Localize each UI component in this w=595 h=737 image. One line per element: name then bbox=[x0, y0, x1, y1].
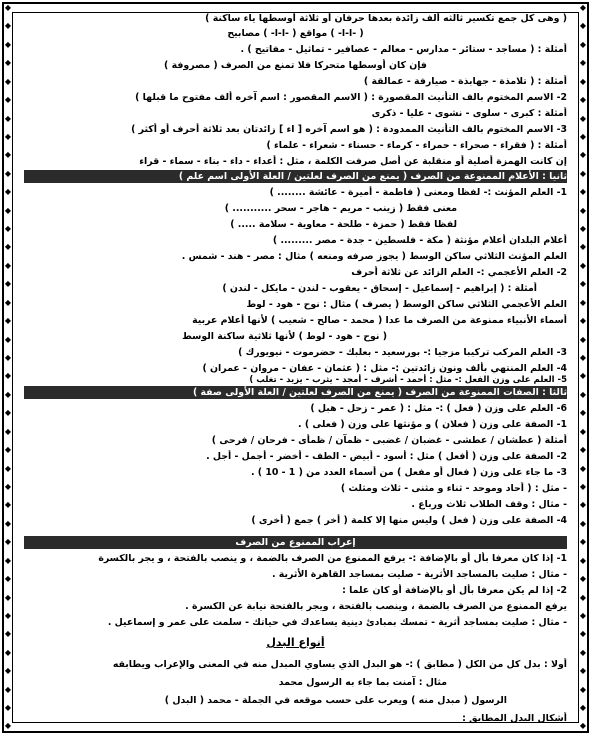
border-diamond-icon: ◆ bbox=[579, 205, 587, 215]
border-diamond-icon: ◆ bbox=[579, 408, 587, 418]
border-diamond-icon: ◆ bbox=[579, 647, 587, 657]
border-diamond-icon: ◆ bbox=[4, 76, 12, 86]
border-diamond-icon: ◆ bbox=[4, 463, 12, 473]
border-diamond-icon: ◆ bbox=[4, 389, 12, 399]
line-10: إن كانت الهمزة أصلية أو منقلبة عن أصل صرفت الكلمة ، مثل : أعداء - داء - بناء - سماء - قراء bbox=[139, 156, 567, 167]
border-diamond-icon: ◆ bbox=[579, 518, 587, 528]
line-12: 1- العلم المؤنث :- لفظا ومعنى ( فاطمة - أميرة - عائشة ........ ) bbox=[269, 187, 567, 198]
border-diamond-icon: ◆ bbox=[4, 187, 12, 197]
border-diamond-icon: ◆ bbox=[579, 260, 587, 270]
border-diamond-icon: ◆ bbox=[579, 113, 587, 123]
section-heading-sifat: ثالثا : الصفات الممنوعة من الصرف ( يمنع من الصرف لعلتين / العلة الأولى صفة ) bbox=[192, 387, 567, 398]
line-38: يرفع الممنوع من الصرف بالضمة ، وينصب بالفتحة ، ويجر بالفتحة نيابة عن الكسرة . bbox=[185, 601, 567, 612]
border-diamond-icon: ◆ bbox=[4, 371, 12, 381]
border-diamond-icon: ◆ bbox=[4, 684, 12, 694]
line-33: 4- الصفة على وزن ( فعل ) وليس منها إلا كلمة ( أخر ) جمع ( أخرى ) bbox=[251, 515, 567, 526]
border-diamond-icon: ◆ bbox=[4, 518, 12, 528]
right-ornament-strip bbox=[579, 4, 587, 731]
line-35: 1- إذا كان معرفا بأل أو بالإضافة :- يرفع الممنوع من الصرف بالضمة ، و ينصب بالفتحة ، و يجر بالكسرة bbox=[98, 553, 567, 564]
border-diamond-icon: ◆ bbox=[579, 316, 587, 326]
line-6: 2- الاسم المختوم بالف التأنيث المقصورة : ( الاسم المقصور : اسم آخره ألف مفتوح ما قبلها ) bbox=[135, 92, 567, 103]
border-diamond-icon: ◆ bbox=[579, 537, 587, 547]
line-19: العلم الأعجمي الثلاثي ساكن الوسط ( يصرف ) مثال : نوح - هود - لوط bbox=[246, 299, 567, 310]
border-diamond-icon: ◆ bbox=[579, 500, 587, 510]
border-diamond-icon: ◆ bbox=[4, 610, 12, 620]
border-diamond-icon: ◆ bbox=[4, 58, 12, 68]
left-ornament-strip bbox=[4, 4, 12, 731]
line-21: ( نوح - هود - لوط ) لأنها ثلاثية ساكنة الوسط bbox=[182, 331, 387, 342]
border-diamond-icon: ◆ bbox=[579, 629, 587, 639]
border-diamond-icon: ◆ bbox=[4, 150, 12, 160]
border-diamond-icon: ◆ bbox=[579, 592, 587, 602]
border-diamond-icon: ◆ bbox=[4, 279, 12, 289]
border-diamond-icon: ◆ bbox=[4, 408, 12, 418]
line-36: - مثال : صليت بالمساجد الأثرية - صليت بمساجد القاهرة الأثرية . bbox=[271, 569, 567, 580]
border-diamond-icon: ◆ bbox=[4, 21, 12, 31]
border-diamond-icon: ◆ bbox=[4, 131, 12, 141]
border-diamond-icon: ◆ bbox=[579, 666, 587, 676]
line-20: أسماء الأنبياء ممنوعة من الصرف ما عدا ( محمد - صالح - شعيب ) لأنها أعلام عربية bbox=[192, 315, 567, 326]
line-28: أمثلة ( عطشان / عطشى - غضبان / غضبى - ظمآن / ظمأى - فرحان / فرحى ) bbox=[211, 435, 567, 446]
border-diamond-icon: ◆ bbox=[4, 205, 12, 215]
border-diamond-icon: ◆ bbox=[579, 76, 587, 86]
line-25: 6- العلم على وزن ( فعل ) :- مثل : ( عمر - زحل - هبل ) bbox=[310, 403, 567, 414]
line-18: أمثلة : ( إبراهيم - إسماعيل - إسحاق - يعقوب - لندن - مايكل - لندن ) bbox=[222, 283, 537, 294]
border-diamond-icon: ◆ bbox=[579, 3, 587, 12]
border-diamond-icon: ◆ bbox=[4, 224, 12, 234]
border-diamond-icon: ◆ bbox=[579, 555, 587, 565]
line-31: - مثل : ( أحاد وموحد - ثناء و مثنى - ثلاث ومثلث ) bbox=[340, 483, 567, 494]
border-diamond-icon: ◆ bbox=[579, 481, 587, 491]
section-heading-alam: ثانيا : الأعلام الممنوعة من الصرف ( يمنع من الصرف لعلتين / العلة الأولى اسم علم ) bbox=[178, 171, 567, 182]
line-1: ( وهى كل جمع تكسير ثالثه ألف زائدة بعدها حرفان أو ثلاثة أوسطها ياء ساكنة ) bbox=[205, 13, 567, 24]
border-diamond-icon: ◆ bbox=[579, 334, 587, 344]
border-diamond-icon: ◆ bbox=[4, 168, 12, 178]
line-24: 5- العلم على وزن الفعل :- مثل : أحمد - أشرف - أمجد - يثرب - يزيد - تغلب ) bbox=[249, 375, 567, 385]
line-32: - مثال : وقف الطلاب ثلاث ورباع . bbox=[411, 499, 567, 510]
border-diamond-icon: ◆ bbox=[4, 426, 12, 436]
border-diamond-icon: ◆ bbox=[4, 537, 12, 547]
border-diamond-icon: ◆ bbox=[4, 445, 12, 455]
border-diamond-icon: ◆ bbox=[579, 58, 587, 68]
line-13: معنى فقط ( زينب - مريم - هاجر - سحر ........... ) bbox=[224, 203, 457, 214]
border-diamond-icon: ◆ bbox=[579, 168, 587, 178]
border-diamond-icon: ◆ bbox=[579, 703, 587, 713]
border-diamond-icon: ◆ bbox=[4, 500, 12, 510]
line-27: 1- الصفة على وزن ( فعلان ) و مؤنثها على وزن ( فعلى ) . bbox=[298, 419, 567, 430]
line-15: أعلام البلدان أعلام مؤنثة ( مكة - فلسطين - جدة - مصر ......... ) bbox=[272, 235, 567, 246]
line-3: أمثلة : ( مساجد - ستائر - مدارس - معالم - عصافير - تماثيل - مفاتيح ) . bbox=[240, 44, 567, 55]
line-37: 2- إذا لم يكن معرفا بأل أو بالإضافة أو كان علما : bbox=[342, 585, 567, 596]
line-29: 2- الصفة على وزن ( أفعل ) مثل : أسود - أبيض - الطف - أخضر - أجمل - أجل . bbox=[206, 451, 567, 462]
border-diamond-icon: ◆ bbox=[4, 703, 12, 713]
border-diamond-icon: ◆ bbox=[579, 279, 587, 289]
border-diamond-icon: ◆ bbox=[4, 39, 12, 49]
border-diamond-icon: ◆ bbox=[4, 666, 12, 676]
line-42: مثال : آمنت بما جاء به الرسول محمد bbox=[278, 677, 447, 688]
border-diamond-icon: ◆ bbox=[579, 242, 587, 252]
border-diamond-icon: ◆ bbox=[579, 187, 587, 197]
line-8: 3- الاسم المختوم بالف التأنيث الممدودة : ( هو اسم آخره [ اء ] زائدتان بعد ثلاثة أحرف أو أكثر ) bbox=[131, 124, 567, 135]
border-diamond-icon: ◆ bbox=[4, 555, 12, 565]
border-diamond-icon: ◆ bbox=[4, 574, 12, 584]
line-44: أشكال البدل المطابق : bbox=[462, 713, 567, 724]
border-diamond-icon: ◆ bbox=[579, 684, 587, 694]
border-diamond-icon: ◆ bbox=[579, 721, 587, 731]
border-diamond-icon: ◆ bbox=[579, 39, 587, 49]
border-diamond-icon: ◆ bbox=[579, 610, 587, 620]
border-diamond-icon: ◆ bbox=[579, 426, 587, 436]
border-diamond-icon: ◆ bbox=[579, 150, 587, 160]
border-diamond-icon: ◆ bbox=[579, 131, 587, 141]
line-5: أمثلة : ( تلامذة - جهابذة - صيارفة - عمالقة ) bbox=[363, 76, 567, 87]
border-diamond-icon: ◆ bbox=[579, 463, 587, 473]
border-diamond-icon: ◆ bbox=[579, 353, 587, 363]
border-diamond-icon: ◆ bbox=[4, 297, 12, 307]
line-22: 3- العلم المركب تركيبا مزجيا :- بورسعيد - بعلبك - حضرموت - نيويورك ) bbox=[238, 347, 567, 358]
section-heading-irab: إعراب الممنوع من الصرف bbox=[235, 537, 356, 548]
border-diamond-icon: ◆ bbox=[4, 95, 12, 105]
border-diamond-icon: ◆ bbox=[579, 574, 587, 584]
border-diamond-icon: ◆ bbox=[4, 316, 12, 326]
border-diamond-icon: ◆ bbox=[4, 260, 12, 270]
line-14: لفظا فقط ( حمزة - طلحة - معاوية - سلامة ..... ) bbox=[230, 219, 457, 230]
border-diamond-icon: ◆ bbox=[579, 224, 587, 234]
line-7: أمثلة : كبرى - سلوى - نشوى - عليا - ذكرى bbox=[371, 108, 567, 119]
border-diamond-icon: ◆ bbox=[4, 353, 12, 363]
line-4: فإن كان أوسطها متحركا فلا تمنع من الصرف ( مصروفة ) bbox=[164, 60, 427, 71]
border-diamond-icon: ◆ bbox=[4, 334, 12, 344]
border-diamond-icon: ◆ bbox=[4, 592, 12, 602]
border-diamond-icon: ◆ bbox=[579, 95, 587, 105]
line-41: أولا : بدل كل من الكل ( مطابق ) :- هو البدل الذي يساوي المبدل منه في المعنى والإعراب ويطابقه bbox=[112, 659, 567, 670]
border-diamond-icon: ◆ bbox=[579, 371, 587, 381]
border-diamond-icon: ◆ bbox=[4, 242, 12, 252]
line-30: 3- ما جاء على وزن ( فعال أو مفعل ) من أسماء العدد من ( 1 - 10 ) . bbox=[250, 467, 567, 478]
page-frame bbox=[2, 2, 589, 733]
line-2: ( -ا-ا- ) مواقع ( -ا-ا- ) مصابيح bbox=[227, 28, 364, 39]
line-39: - مثال : صليت بمساجد أثرية - تمسك بمبادئ دينية يساعدك في حياتك - سلمت على عمر و إسماعيل . bbox=[107, 617, 567, 628]
document-body bbox=[24, 12, 567, 723]
border-diamond-icon: ◆ bbox=[4, 113, 12, 123]
line-17: 2- العلم الأعجمي :- العلم الزائد عن ثلاثة أحرف bbox=[351, 267, 567, 278]
line-16: العلم المؤنث الثلاثي ساكن الوسط ( يجوز صرفه ومنعه ) مثال : مصر - هند - شمس . bbox=[181, 251, 567, 262]
line-9: أمثلة : ( فقراء - صحراء - حمراء - كرماء - حسناء - شعراء - علماء ) bbox=[266, 140, 567, 151]
border-diamond-icon: ◆ bbox=[579, 389, 587, 399]
line-43: الرسول ( مبدل منه ) ويعرب على حسب موقعه في الجملة - محمد ( البدل ) bbox=[164, 695, 507, 706]
border-diamond-icon: ◆ bbox=[579, 297, 587, 307]
border-diamond-icon: ◆ bbox=[579, 445, 587, 455]
border-diamond-icon: ◆ bbox=[4, 3, 12, 12]
line-23: 4- العلم المنتهي بألف ونون زائدتين :- مثل : ( عثمان - عفان - مروان - عمران ) bbox=[202, 363, 567, 374]
border-diamond-icon: ◆ bbox=[4, 721, 12, 731]
border-diamond-icon: ◆ bbox=[4, 647, 12, 657]
border-diamond-icon: ◆ bbox=[579, 21, 587, 31]
heading-badal: أنواع البدل bbox=[266, 636, 325, 649]
border-diamond-icon: ◆ bbox=[4, 481, 12, 491]
border-diamond-icon: ◆ bbox=[4, 629, 12, 639]
